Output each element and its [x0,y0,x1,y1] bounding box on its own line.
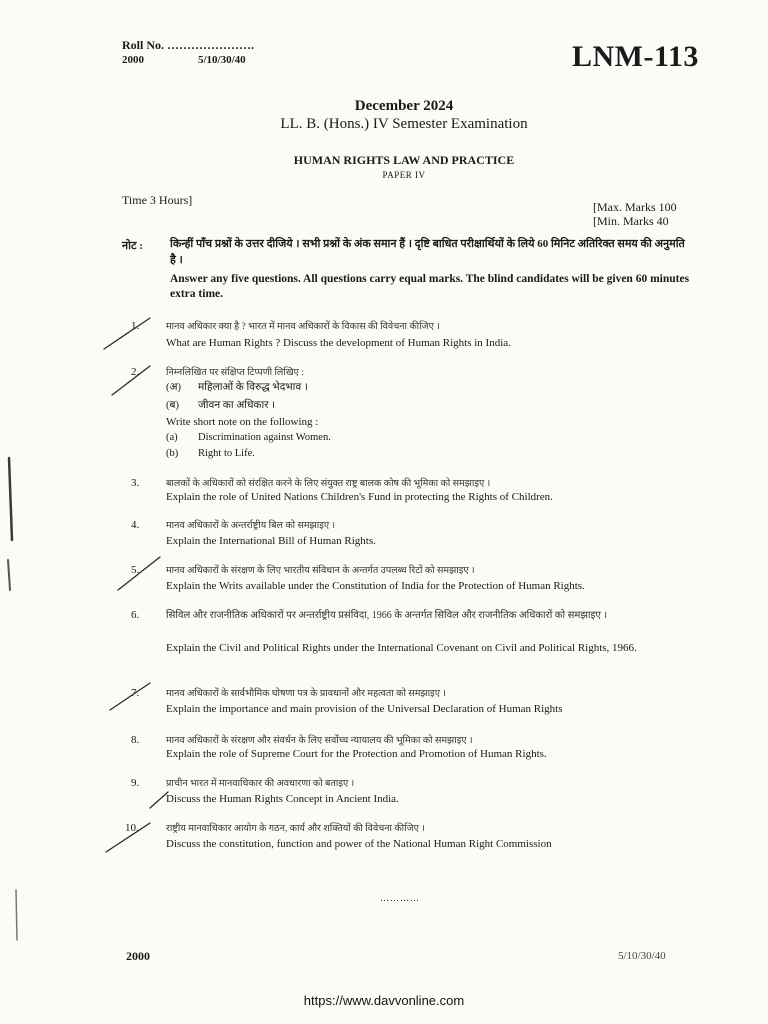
tick-mark-q2 [112,366,150,395]
question-number: 9. [131,777,140,789]
code-mid: 5/10/30/40 [198,54,246,66]
question-number: 2. [131,366,140,378]
note-english: Answer any five questions. All questions carry equal marks. The blind candidates will be given 60 minutes extra time. [170,273,690,300]
tick-mark-q1 [104,318,150,349]
subpart-english: Discrimination against Women. [198,432,331,443]
question-number: 5. [131,564,140,576]
question-hindi: मानव अधिकारों के संरक्षण और संवर्धन के लिए सर्वोच्च न्यायालय की भूमिका को समझाइए । [166,736,473,746]
question-english: Explain the role of Supreme Court for the Protection and Promotion of Human Rights. [166,748,547,760]
question-hindi: मानव अधिकारों के अन्तर्राष्ट्रीय बिल को समझाइए । [166,521,336,531]
min-marks: [Min. Marks 40 [593,214,669,228]
subpart-marker: (अ) [166,382,182,393]
scan-streak [16,890,17,940]
question-hindi: बालकों के अधिकारों को संरक्षित करने के लिए संयुक्त राष्ट्र बालक कोष की भूमिका को समझाइए । [166,479,491,489]
question-hindi: सिविल और राजनीतिक अधिकारों पर अन्तर्राष्ट्रीय प्रसंविदा, 1966 के अन्तर्गत सिविल और राजनीतिक अधिकारों को समझाइए । [166,610,608,621]
tick-mark-q10 [106,823,150,852]
question-number: 10. [125,822,139,834]
tick-mark-q5 [118,557,160,590]
subpart-marker: (a) [166,432,178,443]
footer-code-right: 5/10/30/40 [618,950,666,962]
question-english: Explain the Civil and Political Rights under the International Covenant on Civil and Political Rights, 1966. [166,642,637,654]
scan-streak [9,458,12,540]
footer-code-left: 2000 [126,949,150,963]
question-number: 8. [131,734,140,746]
subpart-marker: (b) [166,448,179,459]
question-number: 3. [131,477,140,489]
question-number: 7. [131,687,140,699]
roll-number-field: Roll No. …………………. [122,38,254,52]
question-number: 6. [131,609,140,621]
question-hindi: राष्ट्रीय मानवाधिकार आयोग के गठन, कार्य और शक्तियों की विवेचना कीजिए । [166,824,425,834]
code-left: 2000 [122,54,144,66]
question-hindi: प्राचीन भारत में मानवाधिकार की अवधारणा को बताइए । [166,779,355,789]
exam-title: LL. B. (Hons.) IV Semester Examination [280,116,528,132]
max-marks: [Max. Marks 100 [593,200,677,214]
subpart-english: Right to Life. [198,448,255,459]
subpart-hindi: जीवन का अधिकार । [198,400,276,411]
question-hindi: मानव अधिकारों के संरक्षण के लिए भारतीय संविधान के अन्तर्गत उपलब्ध रिटों को समझाइए । [166,566,475,576]
question-hindi: मानव अधिकार क्या है ? भारत में मानव अधिकारों के विकास की विवेचना कीजिए । [166,322,440,332]
note-label: नोट : [122,240,143,252]
tick-mark-q7 [110,683,150,710]
question-number: 1. [131,320,140,332]
tick-mark-q9 [150,792,168,808]
note-hindi: किन्हीं पाँच प्रश्नों के उत्तर दीजिये । सभी प्रश्नों के अंक समान हैं । दृष्टि बाधित परीक्षार्थियों के लिये 60 मिनिट अतिरिक्त समय की अनुमति है । [170,238,685,266]
question-hindi: मानव अधिकारों के सार्वभौमिक घोषणा पत्र के प्रावधानों और महत्वता को समझाइए । [166,689,446,699]
question-english: Explain the importance and main provision of the Universal Declaration of Human Rights [166,703,563,715]
question-hindi: निम्नलिखित पर संक्षिप्त टिप्पणी लिखिए : [166,368,304,378]
paper-number: PAPER IV [382,170,426,180]
watermark-url[interactable]: https://www.davvonline.com [303,993,465,1008]
end-separator: ………… [380,893,420,903]
subject-title: HUMAN RIGHTS LAW AND PRACTICE [293,153,515,167]
question-english: Explain the International Bill of Human Rights. [166,535,376,547]
question-english: Discuss the constitution, function and power of the National Human Right Commission [166,838,552,850]
question-number: 4. [131,519,140,531]
question-english: Explain the Writs available under the Constitution of India for the Protection of Human Rights. [166,580,585,592]
question-english: What are Human Rights ? Discuss the development of Human Rights in India. [166,337,511,349]
question-english: Explain the role of United Nations Children's Fund in protecting the Rights of Children. [166,491,553,503]
scan-streak [8,560,10,590]
subpart-hindi: महिलाओं के विरुद्ध भेदभाव । [198,382,308,393]
paper-code: LNM-113 [572,40,699,73]
subpart-marker: (ब) [166,400,179,411]
exam-time: Time 3 Hours] [122,193,193,207]
question-english: Discuss the Human Rights Concept in Ancient India. [166,793,399,805]
question-english: Write short note on the following : [166,416,319,428]
exam-month: December 2024 [354,98,454,114]
